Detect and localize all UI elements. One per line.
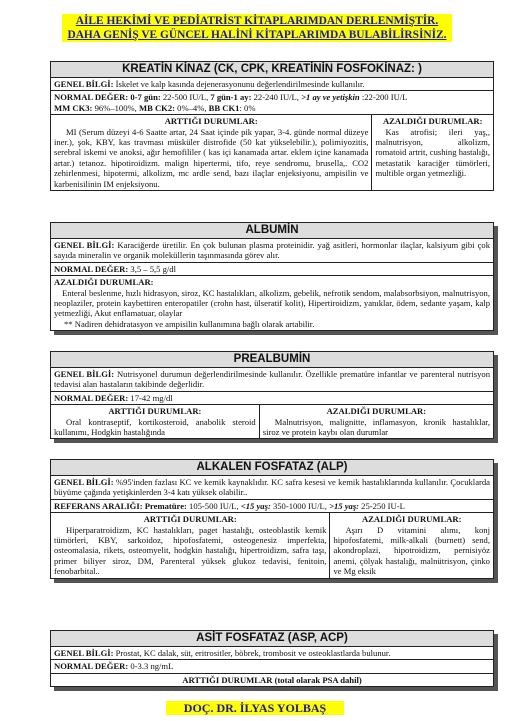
banner-line-1: AİLE HEKİMİ VE PEDİATRİST KİTAPLARIMDAN DERLENMİŞTİR. (75, 15, 439, 27)
increased-note: (total olarak PSA dahil) (272, 674, 362, 685)
decreased-title: AZALDIĞI DURUMLAR: (326, 406, 427, 417)
decreased-title: AZALDIĞI DURUMLAR: (54, 277, 154, 288)
increased-title: ARTTIĞI DURUMLAR: (108, 406, 202, 417)
decreased-text: Kas atrofisi; ileri yaş,, malnutrisyon, alkolizm, romatoid artrit, cushing hastalığı, metastatik karaciğer tümörleri, multible organ yetmezliği. (375, 126, 490, 179)
normal-label: NORMAL DEĞER: (54, 392, 129, 403)
genel-bilgi-row (51, 647, 493, 660)
genel-bilgi-label: GENEL BİLGİ: (54, 648, 114, 658)
genel-bilgi-label: GENEL BİLGİ: (54, 79, 114, 89)
normal-label: NORMAL DEĞER: (54, 263, 129, 274)
normal-value-row (51, 660, 493, 673)
decreased-column (371, 115, 493, 190)
normal-value-row (51, 91, 493, 115)
decreased-text: Enteral beslenme, hızlı hidrasyon, siroz, KC hastalıkları, alkolizm, gebelik, nefrotik sendom, malabsorbsiyon, malnutrisyon, neoplaziler, protein kaybettiren enteropatiler (crohn hast, ülseratif kolit), Hipertiroidizm, yanıklar, ödem, sedante yaşam, kalp yetmezliği, Akut enflamatuar, olaylar (54, 287, 490, 319)
section-albumin (50, 222, 494, 331)
reference-label-2: <15 yaş: (240, 500, 271, 511)
normal-value-3: :22-200 IU/L (359, 92, 408, 103)
section-ck (50, 61, 494, 191)
normal-value: 0-3.3 ng/mL (128, 661, 174, 672)
genel-bilgi-text: İskelet ve kalp kasında dejenerasyonunu değerlendirilmesinde kullanılır. (113, 79, 365, 89)
genel-bilgi-row (51, 239, 493, 263)
genel-bilgi-label: GENEL BİLGİ: (54, 240, 115, 250)
normal-value-row (51, 263, 493, 276)
mm-value: 96%–100%, (92, 102, 139, 113)
author-footer: DOÇ. DR. İLYAS YOLBAŞ (166, 701, 344, 715)
reference-label: REFERANS ARALIĞI: Prematüre: (54, 500, 187, 511)
genel-bilgi-text: %95'inden fazlası KC ve kemik kaynaklıdır. KC safra kesesi ve kemik hastalıklarında kullanılır. Çocuklarda büyüme çağında yetişkinlerden 3-4 katı yüksek olabilir.. (54, 477, 490, 498)
reference-label-3: >15 yaş: (329, 500, 360, 511)
mb-value: 0%–4%, (175, 102, 209, 113)
increased-column (51, 513, 329, 577)
reference-value-2: 350-1000 IU/L, (270, 500, 330, 511)
genel-bilgi-label: GENEL BİLGİ: (54, 477, 114, 487)
bb-label: BB CK1 (208, 102, 240, 113)
normal-label-2: 7 gün-1 ay: (210, 92, 252, 103)
section-acp (50, 630, 494, 687)
bb-value: : 0% (239, 102, 256, 113)
normal-label: NORMAL DEĞER: (54, 661, 129, 672)
mb-label: MB CK2: (138, 102, 176, 113)
reference-row (51, 500, 493, 513)
increased-row (51, 674, 493, 686)
normal-value: 17-42 mg/dl (128, 392, 173, 403)
reference-value-1: 105-500 IU/L, (186, 500, 241, 511)
normal-label-3: >1 ay ve yetişkin (301, 92, 360, 103)
mm-label: MM CK3: (54, 102, 93, 113)
top-banner (62, 14, 452, 42)
genel-bilgi-text: Karaciğerde üretilir. En çok bulunan plasma proteinidir. yağ asitleri, hormonlar ilaçlar, kalsiyum gibi çok sayıda mineralin ve organik moleküllerin taşınmasında görev alır. (54, 240, 490, 261)
increased-text: Hiperparatroidizm, KC hastalıkları, paget hastalığı, osteoblastik kemik tümörleri, KBY, sarkoidoz, hipofosfatemi, osteogenesiz imperfekta, osteomalasia, rikets, osteomyelit, hodgkin hastalığı, hipertroidizm, safra taşı, primer biliyer siroz, DM, Parenteral yüksek glukoz tedavisi, fenitoin, fenobarbital.. (54, 524, 327, 577)
decreased-text: Malnutrisyon, malignitte, inflamasyon, kronik hastalıklar, siroz ve protein kaybı olan durumlar (262, 416, 490, 438)
normal-value-1: 22-500 IU/L, (160, 92, 211, 103)
section-title: ALKALEN FOSFATAZ (ALP) (51, 460, 493, 476)
decreased-text: Aşırı D vitamini alımı, konj hipofosfatemi, milk-alkali (burnett) send, akondroplazi, hipotroidizm, pernisiyöz anemi, çölyak hastalığı, malnütrisyon, çinko ve Mg eksik (333, 524, 490, 577)
section-title: PREALBUMİN (51, 352, 493, 368)
banner-line-2: DAHA GENİŞ VE GÜNCEL HALİNİ KİTAPLARIMDA BULABİLİRSİNİZ. (67, 29, 447, 41)
conditions-columns (51, 513, 493, 577)
increased-text: MI (Serum düzeyi 4-6 Saatte artar, 24 Saat içinde pik yapar, 3-4. günde normal düzeye iner.), şok, KBY, kas travması müsküler distrofide (50 kat yükselebilir.), polimiyozitis, serebral iskemi ve anoksi, ağır hemofililer ( kas içi kanamada artar. eklem içine kanamada artar.) tetanoz. hipotiroidizm. malign hipertermi, tifo, reye sendromu, brusella,. CO2 zehirlenmesi, hipotermi, alkolizm, mc ardle send, bazı ilaçlar enjeksiyonu, ampisilin ve karbenisilinin IM enjeksiyonu. (54, 126, 369, 189)
section-title: ASİT FOSFATAZ (ASP, ACP) (51, 631, 493, 647)
decreased-column (259, 405, 493, 438)
genel-bilgi-text: Prostat, KC dalak, süt, eritrositler, böbrek, trombosit ve osteoklastlarda bulunur. (113, 648, 391, 658)
normal-value: 3,5 – 5,5 g/dl (128, 263, 176, 274)
increased-title: ARTTIĞI DURUMLAR (182, 674, 273, 685)
normal-value-2: 22-240 IU/L, (251, 92, 302, 103)
section-title: KREATİN KİNAZ (CK, CPK, KREATİNİN FOSFOKİNAZ: ) (51, 62, 493, 78)
conditions-columns (51, 405, 493, 438)
genel-bilgi-row (51, 368, 493, 392)
section-prealbumin (50, 351, 494, 439)
increased-column (51, 405, 259, 438)
decreased-title: AZALDIĞI DURUMLAR: (361, 514, 462, 525)
normal-label: NORMAL DEĞER: 0-7 gün: (54, 92, 161, 103)
decreased-title: AZALDIĞI DURUMLAR: (382, 116, 483, 127)
reference-value-3: 25-250 IU-L (359, 500, 405, 511)
decreased-column (329, 513, 493, 577)
increased-title: ARTTIĞI DURUMLAR: (164, 116, 258, 127)
conditions-columns (51, 115, 493, 190)
decreased-row (51, 276, 493, 330)
note-text: ** Nadiren dehidratasyon ve ampisilin kullanımına bağlı olarak artabilir. (64, 318, 315, 329)
genel-bilgi-text: Nutrisyonel durumun değerlendirilmesinde kullanılır. Özellikle prematüre infantlar ve parenteral nutrisyon tedavisi alan hastaların takibinde değerlidir. (54, 369, 490, 390)
increased-text: Oral kontraseptif, kortikosteroid, anabolik steroid kullanımı, Hodgkin hastalığında (54, 416, 256, 438)
increased-title: ARTTIĞI DURUMLAR: (143, 514, 237, 525)
genel-bilgi-row (51, 476, 493, 500)
genel-bilgi-label: GENEL BİLGİ: (54, 369, 115, 379)
normal-value-row (51, 392, 493, 405)
section-title: ALBUMİN (51, 223, 493, 239)
increased-column (51, 115, 371, 190)
section-alp (50, 459, 494, 579)
genel-bilgi-row (51, 78, 493, 91)
